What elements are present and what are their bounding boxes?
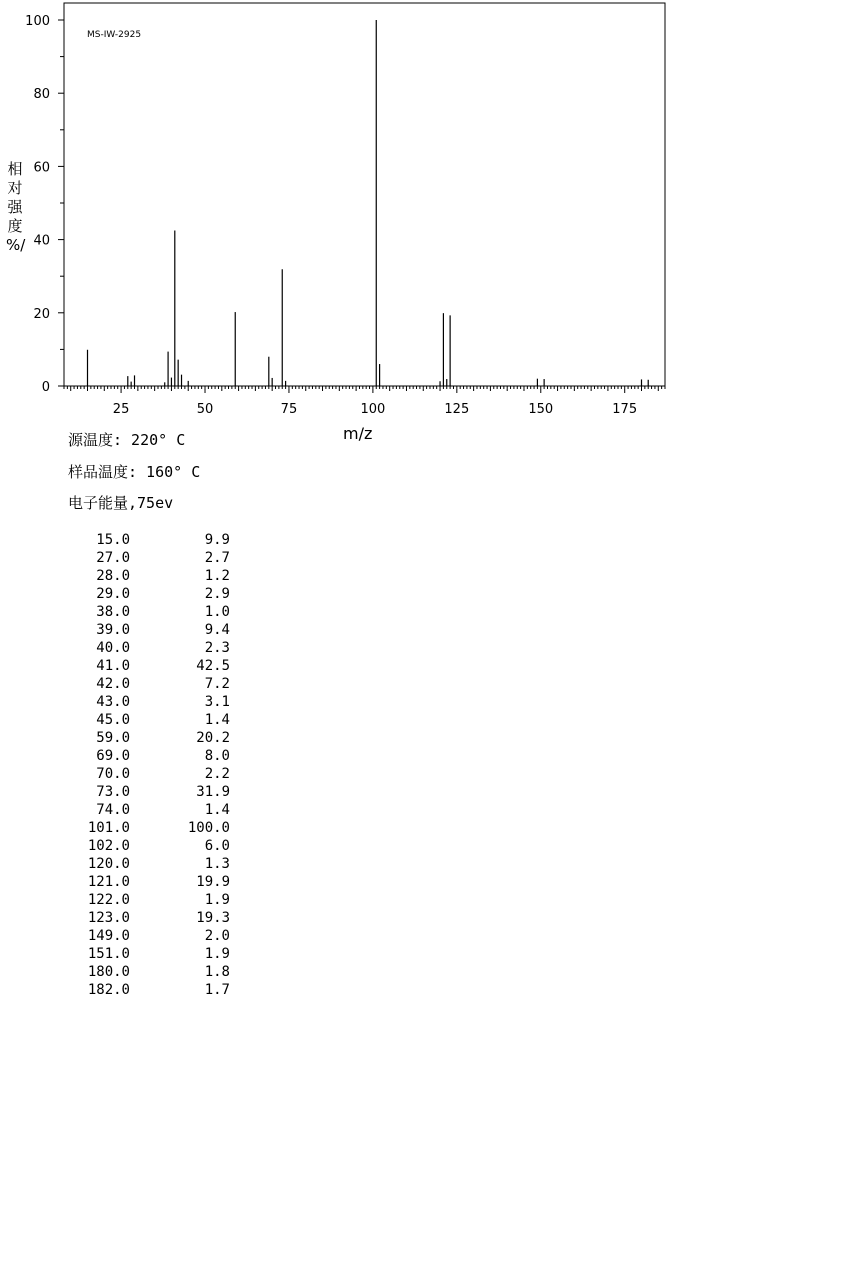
peak-abundance: 2.0 bbox=[204, 928, 230, 944]
peak-table-row bbox=[60, 801, 230, 819]
peak-abundance: 1.7 bbox=[204, 982, 230, 998]
peak-mz: 180.0 bbox=[87, 964, 130, 980]
y-tick-label: 40 bbox=[33, 233, 50, 249]
peak-abundance: 9.4 bbox=[204, 622, 230, 638]
peak-table-row bbox=[60, 549, 230, 567]
peak-mz: 41.0 bbox=[96, 658, 130, 674]
y-tick-label: 0 bbox=[41, 380, 50, 395]
peak-abundance: 1.3 bbox=[204, 856, 230, 872]
peak-table-row bbox=[60, 873, 230, 891]
peak-mz: 149.0 bbox=[87, 928, 130, 944]
x-tick-label: 25 bbox=[112, 402, 130, 417]
chart-title: MS-IW-2925 bbox=[87, 30, 142, 40]
y-tick-label: 20 bbox=[33, 306, 50, 322]
peak-abundance: 3.1 bbox=[204, 694, 230, 710]
peak-abundance: 1.2 bbox=[204, 568, 230, 584]
peak-table-row bbox=[60, 927, 230, 945]
peak-table-row bbox=[60, 783, 230, 801]
peak-abundance: 1.4 bbox=[204, 712, 230, 728]
sample-temperature: 样品温度: 160° C bbox=[68, 463, 201, 481]
peak-table-row bbox=[60, 747, 230, 765]
x-tick-label: 75 bbox=[280, 402, 298, 417]
peak-abundance: 2.7 bbox=[204, 550, 230, 566]
peak-abundance: 8.0 bbox=[204, 748, 230, 764]
peak-mz: 39.0 bbox=[96, 622, 130, 638]
y-tick-label: 80 bbox=[33, 87, 50, 103]
x-tick-label: 150 bbox=[528, 402, 554, 417]
peak-table-row bbox=[60, 657, 230, 675]
peak-mz: 120.0 bbox=[87, 856, 130, 872]
peak-abundance: 31.9 bbox=[196, 784, 230, 800]
y-axis bbox=[25, 14, 64, 395]
peak-abundance: 100.0 bbox=[187, 820, 230, 836]
x-tick-label: 100 bbox=[360, 402, 386, 417]
peak-mz: 182.0 bbox=[87, 982, 130, 998]
spectrum-peaks bbox=[88, 20, 649, 386]
x-tick-label: 50 bbox=[196, 402, 214, 417]
peak-table-row bbox=[60, 567, 230, 585]
plot-frame bbox=[64, 3, 665, 386]
peak-table-row bbox=[60, 603, 230, 621]
x-tick-label: 125 bbox=[444, 402, 470, 417]
peak-abundance: 6.0 bbox=[204, 838, 230, 854]
peak-mz: 38.0 bbox=[96, 604, 130, 620]
y-tick-label: 100 bbox=[25, 14, 50, 29]
peak-table-row bbox=[60, 711, 230, 729]
peak-mz: 122.0 bbox=[87, 892, 130, 908]
peak-table-row bbox=[60, 585, 230, 603]
peak-table-row bbox=[60, 855, 230, 873]
peak-mz: 121.0 bbox=[87, 874, 130, 890]
peak-mz: 42.0 bbox=[96, 676, 130, 692]
peak-table-row bbox=[60, 729, 230, 747]
mass-spectrum-chart bbox=[0, 0, 850, 420]
peak-abundance: 1.8 bbox=[204, 964, 230, 980]
peak-mz: 28.0 bbox=[96, 568, 130, 584]
peak-mz: 45.0 bbox=[96, 712, 130, 728]
peak-table-row bbox=[60, 693, 230, 711]
peak-table-row bbox=[60, 765, 230, 783]
y-tick-label: 60 bbox=[33, 160, 50, 176]
peak-mz: 69.0 bbox=[96, 748, 130, 764]
peak-mz: 40.0 bbox=[96, 640, 130, 656]
peak-table-row bbox=[60, 963, 230, 981]
peak-mz: 29.0 bbox=[96, 586, 130, 602]
peak-mz: 73.0 bbox=[96, 784, 130, 800]
peak-mz: 102.0 bbox=[87, 838, 130, 854]
peak-table-row bbox=[60, 621, 230, 639]
peak-abundance: 1.4 bbox=[204, 802, 230, 818]
peak-abundance: 1.0 bbox=[204, 604, 230, 620]
peak-mz: 27.0 bbox=[96, 550, 130, 566]
peak-abundance: 1.9 bbox=[204, 946, 230, 962]
peak-mz: 123.0 bbox=[87, 910, 130, 926]
peak-abundance: 2.3 bbox=[204, 640, 230, 656]
x-tick-label: 175 bbox=[612, 402, 638, 417]
peak-abundance: 19.9 bbox=[196, 874, 230, 890]
peak-table-row bbox=[60, 945, 230, 963]
peak-table-row bbox=[60, 981, 230, 999]
peak-mz: 70.0 bbox=[96, 766, 130, 782]
peak-table-row bbox=[60, 891, 230, 909]
peak-mz: 43.0 bbox=[96, 694, 130, 710]
y-axis-title: 相对强度 %/ bbox=[6, 160, 26, 254]
source-temperature: 源温度: 220° C bbox=[68, 431, 186, 449]
electron-energy: 电子能量,75ev bbox=[68, 494, 174, 512]
peak-abundance: 42.5 bbox=[196, 658, 230, 674]
peak-table-row bbox=[60, 837, 230, 855]
peak-mz: 15.0 bbox=[96, 532, 130, 548]
peak-table bbox=[60, 531, 230, 999]
peak-table-row bbox=[60, 819, 230, 837]
peak-abundance: 19.3 bbox=[196, 910, 230, 926]
peak-table-row bbox=[60, 639, 230, 657]
peak-table-row bbox=[60, 909, 230, 927]
peak-mz: 101.0 bbox=[87, 820, 130, 836]
peak-abundance: 2.9 bbox=[204, 586, 230, 602]
peak-abundance: 7.2 bbox=[204, 676, 230, 692]
peak-abundance: 1.9 bbox=[204, 892, 230, 908]
peak-mz: 74.0 bbox=[96, 802, 130, 818]
peak-mz: 59.0 bbox=[96, 730, 130, 746]
peak-table-row bbox=[60, 675, 230, 693]
peak-table-row bbox=[60, 531, 230, 549]
x-axis bbox=[64, 386, 665, 417]
x-axis-title: m/z bbox=[343, 424, 373, 443]
peak-abundance: 20.2 bbox=[196, 730, 230, 746]
peak-mz: 151.0 bbox=[87, 946, 130, 962]
peak-abundance: 2.2 bbox=[204, 766, 230, 782]
peak-abundance: 9.9 bbox=[204, 532, 230, 548]
